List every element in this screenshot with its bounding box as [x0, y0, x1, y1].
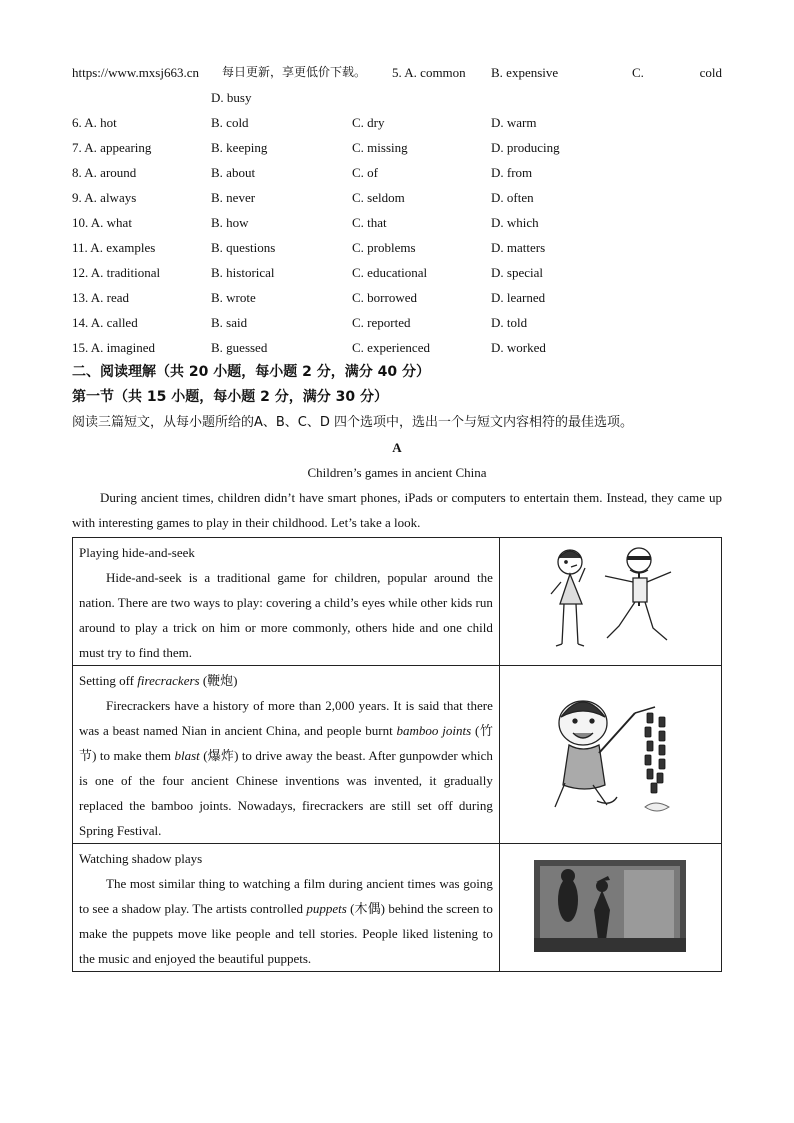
game-description: Hide-and-seek is a traditional game for children, popular around the nation. There are two ways to play: covering a child’s eyes while other kids run around to play a trick on him or more commonly, others hide and one child must try to find them.: [79, 570, 493, 660]
choice-row: [72, 185, 722, 210]
body-text: The most similar thing to watching a film during ancient times was going to see a shadow play. The artists controlled: [79, 876, 493, 916]
title-emphasis: firecrackers: [137, 673, 200, 688]
passage-title: Children’s games in ancient China: [307, 465, 487, 480]
part-heading: 第一节（共 15 小题，每小题 2 分，满分 30 分）: [72, 389, 388, 405]
option-c: C. educational: [352, 265, 428, 280]
option-a: 13. A. read: [72, 290, 130, 305]
choice-row: [72, 335, 722, 360]
choice-row: [72, 135, 722, 160]
boy-with-firecrackers-icon: [535, 683, 685, 823]
option-b: B. historical: [211, 265, 275, 280]
header-row: [72, 60, 722, 85]
option-b: B. guessed: [211, 340, 268, 355]
game-text-cell: [73, 666, 500, 844]
option-b: B. never: [211, 190, 256, 205]
source-url[interactable]: https://www.mxsj663.cn: [72, 65, 199, 80]
instructions: 阅读三篇短文，从每小题所给的A、B、C、D 四个选项中，选出一个与短文内容相符的最佳选项。: [72, 415, 634, 430]
option-b: B. cold: [211, 115, 249, 130]
body-emphasis: puppets: [306, 901, 347, 916]
exam-page: [72, 60, 722, 972]
game-title: Playing hide-and-seek: [79, 545, 195, 560]
shadow-puppet-icon: [534, 860, 686, 952]
option-a: 6. A. hot: [72, 115, 117, 130]
section-heading: 二、阅读理解（共 20 小题，每小题 2 分，满分 40 分）: [72, 364, 430, 380]
option-d: D. learned: [491, 290, 546, 305]
body-text: (木偶) behind the screen to make the puppets move like people and tell stories. People liked listening to the music and enjoyed the beautiful puppets.: [79, 901, 493, 966]
option-d: D. worked: [491, 340, 546, 355]
option-c: C. of: [352, 165, 378, 180]
option-d: D. special: [491, 265, 543, 280]
option-c: C. that: [352, 215, 387, 230]
option-a: 12. A. traditional: [72, 265, 161, 280]
game-text-cell: [73, 538, 500, 666]
option-a: 10. A. what: [72, 215, 132, 230]
choice-row: [72, 260, 722, 285]
q5-option-b: B. expensive: [491, 65, 559, 80]
option-b: B. how: [211, 215, 249, 230]
children-playing-icon: [535, 542, 685, 658]
body-emphasis: blast: [174, 748, 200, 763]
games-table: [72, 537, 722, 972]
option-b: B. wrote: [211, 290, 256, 305]
option-c: C. reported: [352, 315, 411, 330]
option-d: D. told: [491, 315, 528, 330]
option-b: B. said: [211, 315, 248, 330]
option-c: C. experienced: [352, 340, 430, 355]
option-b: B. keeping: [211, 140, 268, 155]
body-emphasis: bamboo joints: [396, 723, 472, 738]
option-a: 15. A. imagined: [72, 340, 156, 355]
option-a: 8. A. around: [72, 165, 137, 180]
game-title: Watching shadow plays: [79, 851, 203, 866]
choice-list: [72, 110, 722, 360]
game-title: [79, 668, 493, 693]
option-c: C. seldom: [352, 190, 405, 205]
q5-option-c: C.: [632, 65, 644, 80]
option-d: D. which: [491, 215, 539, 230]
option-a: 11. A. examples: [72, 240, 156, 255]
table-row: [73, 844, 722, 972]
q5-option-a: 5. A. common: [392, 65, 466, 80]
option-c: C. missing: [352, 140, 408, 155]
q5-row-2: [72, 85, 722, 110]
title-text: Setting off: [79, 673, 138, 688]
passage-letter: A: [392, 440, 402, 455]
firecrackers-illustration: [499, 666, 721, 844]
body-text: (爆炸) to drive away the beast. After gunpowder which is one of the four ancient Chinese inventions was invented, it gradually replaced the bamboo joints. Nowadays, firecrackers are still set off during Spring Festival.: [79, 748, 493, 838]
choice-row: [72, 210, 722, 235]
q5-option-d: D. busy: [211, 90, 252, 105]
option-d: D. matters: [491, 240, 546, 255]
option-d: D. often: [491, 190, 534, 205]
body-text: (竹节) to make them: [79, 723, 493, 763]
option-b: B. questions: [211, 240, 276, 255]
body-text: Firecrackers have a history of more than 2,000 years. It is said that there was a beast named Nian in ancient China, and people burnt: [79, 698, 493, 738]
choice-row: [72, 110, 722, 135]
game-description: [79, 693, 493, 843]
option-c: C. borrowed: [352, 290, 417, 305]
choice-row: [72, 160, 722, 185]
option-a: 9. A. always: [72, 190, 137, 205]
table-row: [73, 666, 722, 844]
option-a: 7. A. appearing: [72, 140, 152, 155]
option-b: B. about: [211, 165, 256, 180]
choice-row: [72, 235, 722, 260]
option-d: D. producing: [491, 140, 560, 155]
option-d: D. from: [491, 165, 533, 180]
choice-row: [72, 285, 722, 310]
option-d: D. warm: [491, 115, 537, 130]
title-gloss: (鞭炮): [199, 673, 238, 688]
ad-text: 每日更新，享更低价下载。: [222, 65, 367, 79]
choice-row: [72, 310, 722, 335]
q5-option-c-text: cold: [699, 65, 722, 80]
option-c: C. problems: [352, 240, 416, 255]
option-c: C. dry: [352, 115, 385, 130]
game-text-cell: [73, 844, 500, 972]
option-a: 14. A. called: [72, 315, 138, 330]
game-description: [79, 871, 493, 971]
shadow-play-photo: [499, 844, 721, 972]
table-row: [73, 538, 722, 666]
passage-intro: During ancient times, children didn’t have smart phones, iPads or computers to entertain them. Instead, they came up with interesting games to play in their childhood. Let’s take a look.: [72, 490, 722, 530]
hide-and-seek-illustration: [499, 538, 721, 666]
